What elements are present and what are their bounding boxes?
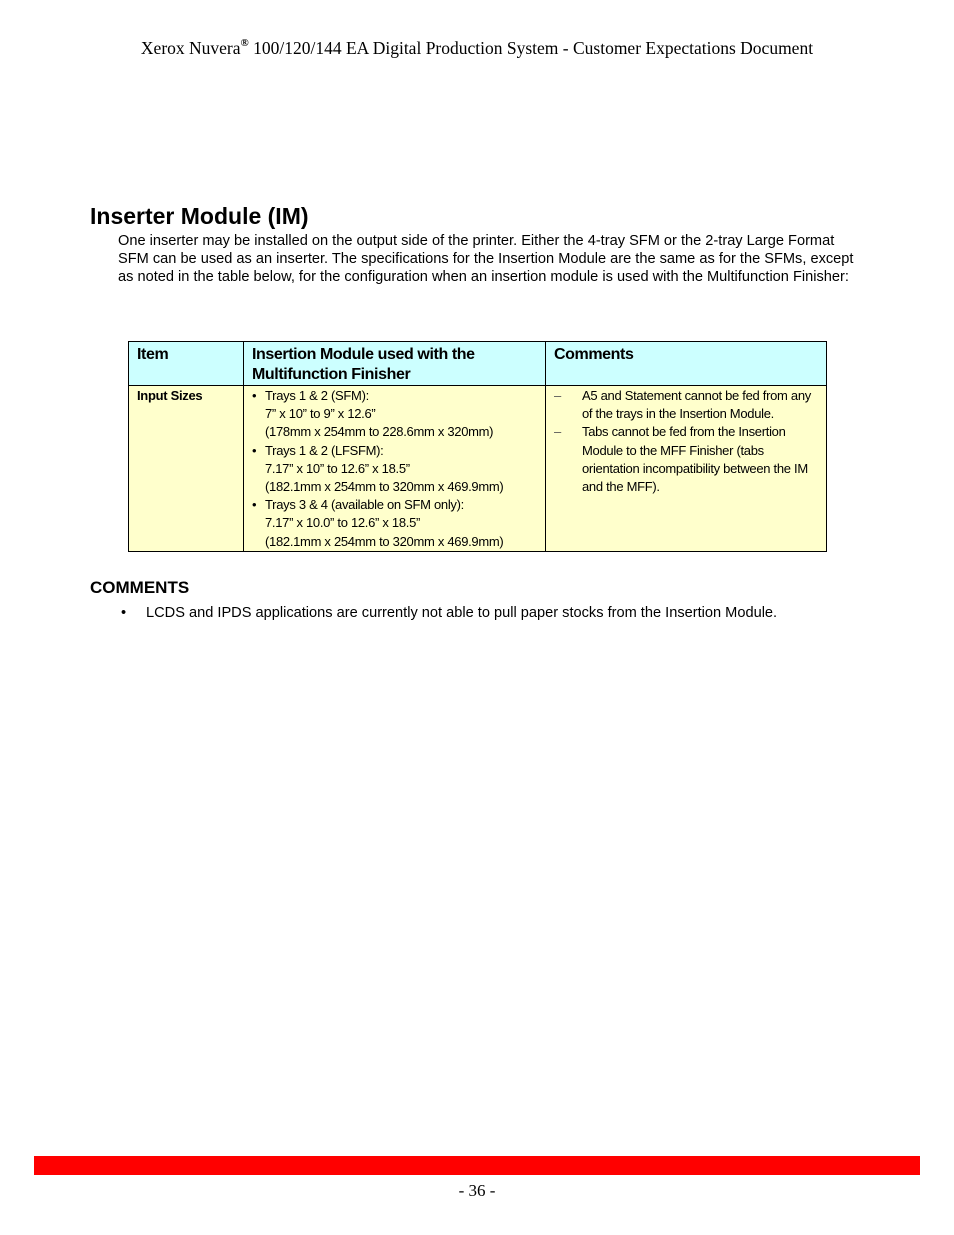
tray-label: Trays 1 & 2 (LFSFM):: [265, 442, 384, 458]
column-header-comments: Comments: [546, 342, 827, 386]
tray-size-list: [252, 387, 539, 551]
input-sizes-cell: [244, 386, 546, 552]
table-header-row: [129, 342, 827, 386]
footer-bar: [34, 1156, 920, 1175]
section-title: Inserter Module (IM): [90, 203, 309, 229]
tray-size-inches: 7” x 10” to 9” x 12.6”: [265, 406, 376, 422]
header-title-prefix: Xerox Nuvera: [140, 38, 241, 58]
list-item: [118, 604, 878, 622]
header-title-suffix: 100/120/144 EA Digital Production System - Customer Expectations Document: [248, 38, 814, 58]
column-header-module: Insertion Module used with the Multifunction Finisher: [244, 342, 546, 386]
dash-icon: –: [554, 388, 561, 403]
list-item: [252, 496, 539, 551]
bullet-icon: •: [252, 497, 257, 513]
bullet-icon: •: [252, 442, 257, 458]
comments-heading: COMMENTS: [90, 578, 190, 597]
tray-size-inches: 7.17” x 10” to 12.6” x 18.5”: [265, 460, 410, 476]
section-intro: One inserter may be installed on the output side of the printer. Either the 4-tray SFM or the 2-tray Large Format SFM can be used as an inserter. The specifications for the Insertion Module are the same as for the SFMs, except as noted in the table below, for the configuration when an insertion module is used with the Multifunction Finisher:: [118, 233, 854, 285]
registered-mark: ®: [240, 37, 249, 50]
bullet-icon: •: [121, 605, 127, 621]
tray-size-mm: (178mm x 254mm to 228.6mm x 320mm): [265, 424, 494, 440]
list-item: [554, 387, 820, 423]
inserter-spec-table: [128, 341, 827, 552]
comments-list: [118, 604, 878, 622]
column-header-item: Item: [129, 342, 244, 386]
dash-icon: –: [554, 424, 561, 440]
tray-label: Trays 1 & 2 (SFM):: [265, 388, 369, 403]
comment-text: LCDS and IPDS applications are currently not able to pull paper stocks from the Insertion Module.: [146, 605, 778, 621]
page-number: - 36 -: [458, 1181, 496, 1200]
input-sizes-label: Input Sizes: [129, 386, 244, 552]
tray-size-mm: (182.1mm x 254mm to 320mm x 469.9mm): [265, 479, 504, 495]
tray-label: Trays 3 & 4 (available on SFM only):: [265, 497, 464, 513]
tray-size-mm: (182.1mm x 254mm to 320mm x 469.9mm): [265, 533, 504, 549]
comments-cell: [546, 386, 827, 552]
comment-text: A5 and Statement cannot be fed from any of the trays in the Insertion Module.: [582, 388, 811, 422]
tray-size-inches: 7.17” x 10.0” to 12.6” x 18.5”: [265, 515, 421, 531]
comment-text: Tabs cannot be fed from the Insertion Module to the MFF Finisher (tabs orientation incompatibility between the IM and the MFF).: [582, 424, 808, 495]
bullet-icon: •: [252, 388, 257, 403]
list-item: [252, 442, 539, 497]
list-item: [252, 387, 539, 442]
document-header: [0, 38, 954, 59]
table-row: [129, 386, 827, 552]
comment-list: [554, 387, 820, 496]
list-item: [554, 423, 820, 496]
